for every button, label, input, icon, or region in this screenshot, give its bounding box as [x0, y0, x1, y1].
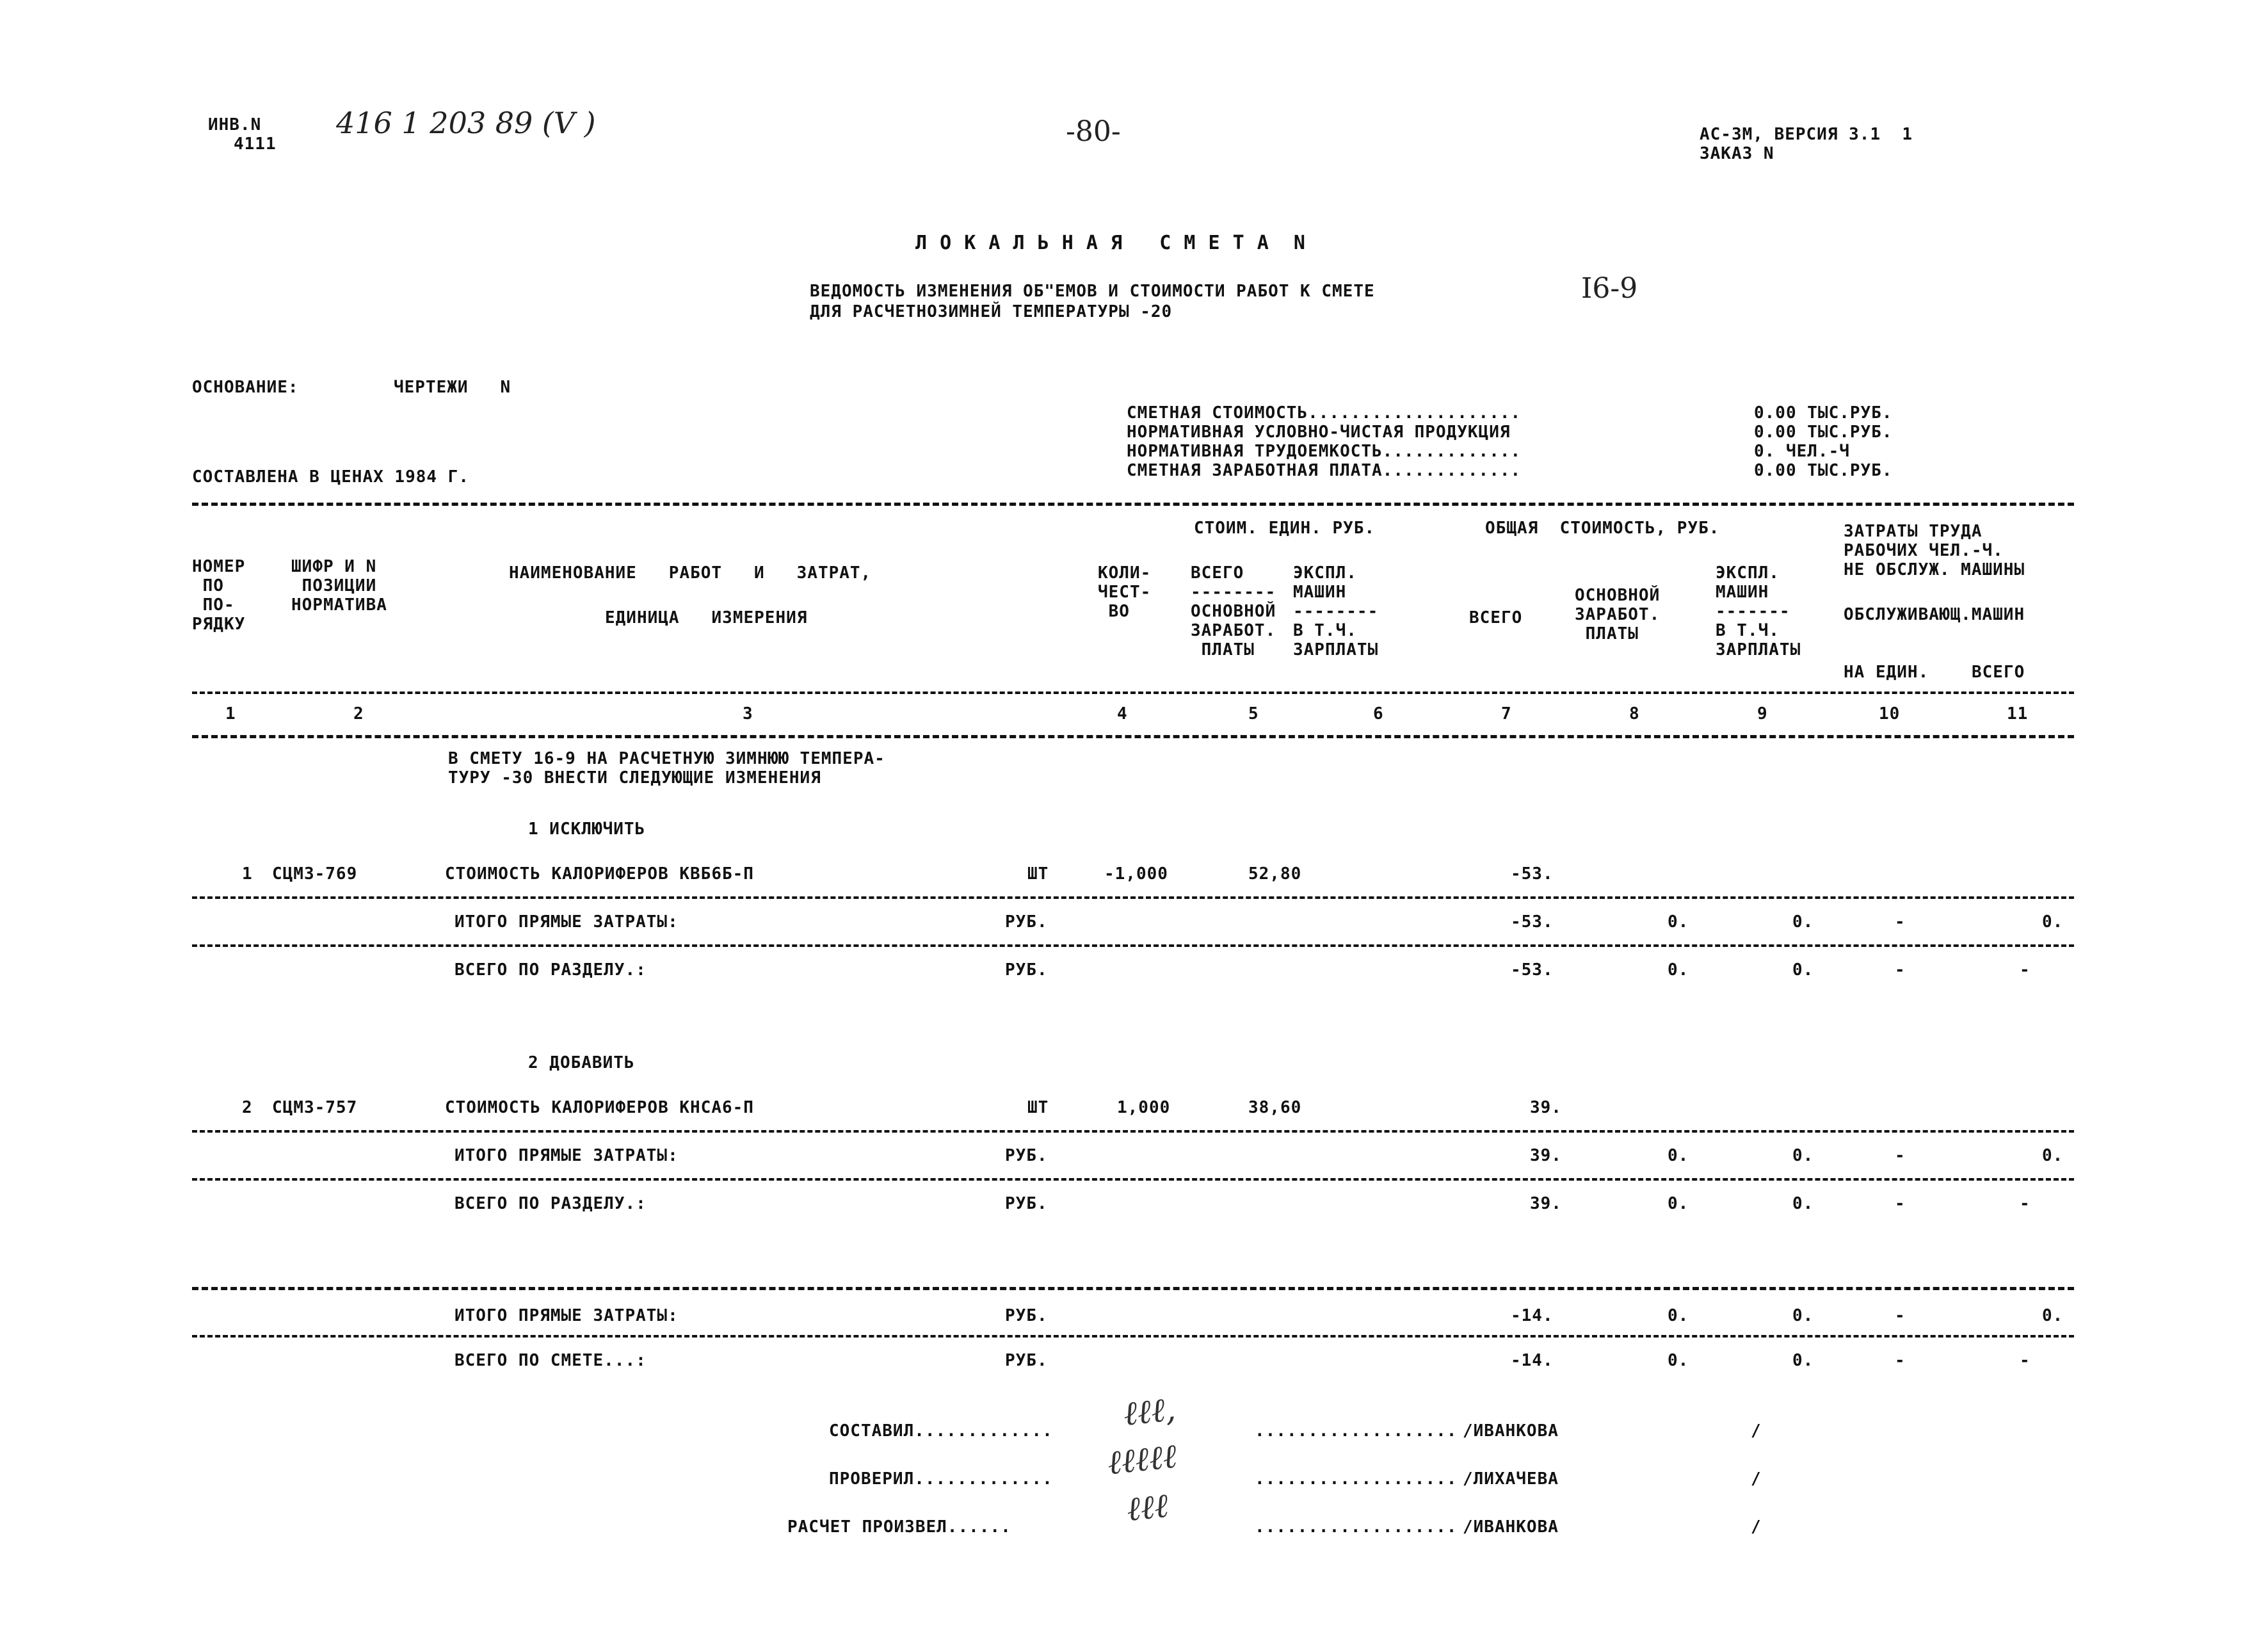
title-estimate-number: I6-9 [1581, 272, 1638, 305]
row-name: СТОИМОСТЬ КАЛОРИФЕРОВ КВБ6Б-П [445, 864, 754, 884]
section-total-c11: - [2020, 1194, 2031, 1213]
col-header-unit-machines: ЭКСПЛ. МАШИН -------- В Т.Ч. ЗАРПЛАТЫ [1293, 563, 1379, 659]
section-total-label: ВСЕГО ПО РАЗДЕЛУ.: [454, 960, 647, 980]
grand-total-c11: - [2020, 1351, 2031, 1370]
col-header-row-number: НОМЕР ПО ПО- РЯДКУ [192, 557, 246, 634]
section-total-unit: РУБ. [1005, 960, 1048, 980]
signature-role: ПРОВЕРИЛ............. [829, 1469, 1053, 1489]
prices-year: СОСТАВЛЕНА В ЦЕНАХ 1984 Г. [192, 467, 469, 487]
grand-direct-c11: 0. [2042, 1306, 2064, 1325]
col-header-unit-cost: СТОИМ. ЕДИН. РУБ. [1194, 519, 1376, 538]
handwritten-signature: ℓℓℓ [1125, 1486, 1170, 1530]
section-heading: 1 ИСКЛЮЧИТЬ [528, 820, 646, 839]
grand-top-rule [192, 1287, 2074, 1290]
signature-name: /ИВАНКОВА [1463, 1421, 1559, 1441]
signature-role: РАСЧЕТ ПРОИЗВЕЛ...... [787, 1517, 1011, 1537]
direct-costs-c10: - [1895, 1146, 1906, 1165]
grand-direct-c8: 0. [1668, 1306, 1689, 1325]
title-line-2: ДЛЯ РАСЧЕТНОЗИМНЕЙ ТЕМПЕРАТУРЫ -20 [810, 302, 1173, 321]
summary-value: 0.00 ТЫС.РУБ. [1754, 403, 1893, 423]
section-total-c8: 0. [1668, 1194, 1689, 1213]
grand-total-value: -14. [1511, 1351, 1554, 1370]
row-number: 2 [242, 1098, 253, 1117]
col-header-labor: ЗАТРАТЫ ТРУДА РАБОЧИХ ЧЕЛ.-Ч. НЕ ОБСЛУЖ. МАШИНЫ [1844, 522, 2025, 579]
grand-total-c9: 0. [1792, 1351, 1814, 1370]
row-quantity: -1,000 [1104, 864, 1168, 884]
row-rule [192, 896, 2074, 899]
header-rule [192, 691, 2074, 694]
summary-label: СМЕТНАЯ СТОИМОСТЬ.................... [1127, 403, 1522, 423]
section-total-c9: 0. [1792, 960, 1814, 980]
row-total: 39. [1530, 1098, 1562, 1117]
program-version: АС-ЗМ, ВЕРСИЯ 3.1 1 [1700, 125, 1913, 144]
direct-costs-c11: 0. [2042, 1146, 2064, 1165]
direct-costs-c10: - [1895, 912, 1906, 932]
inventory-label: ИНВ.N [208, 115, 262, 134]
section-total-label: ВСЕГО ПО РАЗДЕЛУ.: [454, 1194, 647, 1213]
row-number: 1 [242, 864, 253, 884]
signature-close: / [1751, 1517, 1762, 1537]
col-header-labor-service: ОБСЛУЖИВАЮЩ.МАШИН [1844, 605, 2025, 624]
col-header-unit: ЕДИНИЦА ИЗМЕРЕНИЯ [605, 608, 808, 627]
row-total: -53. [1511, 864, 1554, 884]
handwritten-signature: ℓℓℓ, [1122, 1389, 1178, 1434]
signature-name: /ИВАНКОВА [1463, 1517, 1559, 1537]
summary-value: 0.00 ТЫС.РУБ. [1754, 461, 1893, 480]
col-number: 2 [353, 704, 364, 723]
order-number: ЗАКАЗ N [1700, 144, 1774, 163]
summary-value: 0. ЧЕЛ.-Ч [1754, 442, 1850, 461]
section-total-c10: - [1895, 960, 1906, 980]
row-code: СЦМЗ-757 [272, 1098, 358, 1117]
table-top-rule [192, 503, 2074, 506]
page-number: -80- [1066, 115, 1121, 148]
direct-costs-label: ИТОГО ПРЯМЫЕ ЗАТРАТЫ: [454, 912, 679, 932]
row-unit: ШТ [1027, 864, 1049, 884]
inventory-number: 4111 [234, 134, 277, 154]
row-rule [192, 1178, 2074, 1181]
col-header-code: ШИФР И N ПОЗИЦИИ НОРМАТИВА [291, 557, 387, 615]
direct-costs-c9: 0. [1792, 912, 1814, 932]
page-title: Л О К А Л Ь Н А Я С М Е Т А N [915, 232, 1306, 254]
col-number: 5 [1248, 704, 1259, 723]
section-total-value: 39. [1530, 1194, 1562, 1213]
intro-text: В СМЕТУ 16-9 НА РАСЧЕТНУЮ ЗИМНЮЮ ТЕМПЕРА- ТУРУ -30 ВНЕСТИ СЛЕДУЮЩИЕ ИЗМЕНЕНИЯ [448, 749, 885, 788]
signature-dots: ................... [1255, 1421, 1458, 1441]
col-header-machines: ЭКСПЛ. МАШИН ------- В Т.Ч. ЗАРПЛАТЫ [1716, 563, 1801, 659]
row-unit: ШТ [1027, 1098, 1049, 1117]
col-number: 1 [225, 704, 236, 723]
row-quantity: 1,000 [1117, 1098, 1171, 1117]
section-total-value: -53. [1511, 960, 1554, 980]
col-header-total-cost: ОБЩАЯ СТОИМОСТЬ, РУБ. [1485, 519, 1720, 538]
summary-value: 0.00 ТЫС.РУБ. [1754, 423, 1893, 442]
signature-close: / [1751, 1469, 1762, 1489]
grand-direct-label: ИТОГО ПРЯМЫЕ ЗАТРАТЫ: [454, 1306, 679, 1325]
direct-costs-total: 39. [1530, 1146, 1562, 1165]
handwritten-code: 416 1 203 89 (V ) [336, 106, 596, 140]
row-rule [192, 1130, 2074, 1133]
summary-label: НОРМАТИВНАЯ ТРУДОЕМКОСТЬ............. [1127, 442, 1522, 461]
section-total-c10: - [1895, 1194, 1906, 1213]
grand-direct-total: -14. [1511, 1306, 1554, 1325]
col-number: 9 [1757, 704, 1768, 723]
signature-role: СОСТАВИЛ............. [829, 1421, 1053, 1441]
col-number: 10 [1879, 704, 1901, 723]
basis-value: ЧЕРТЕЖИ N [394, 378, 511, 397]
signature-dots: ................... [1255, 1469, 1458, 1489]
section-heading: 2 ДОБАВИТЬ [528, 1053, 635, 1072]
grand-mid-rule [192, 1335, 2074, 1338]
row-unit-price: 52,80 [1248, 864, 1302, 884]
col-header-total: ВСЕГО [1469, 608, 1523, 627]
col-number: 4 [1117, 704, 1128, 723]
direct-costs-c11: 0. [2042, 912, 2064, 932]
row-name: СТОИМОСТЬ КАЛОРИФЕРОВ КНСА6-П [445, 1098, 754, 1117]
signature-dots: ................... [1255, 1517, 1458, 1537]
col-header-base-pay: ОСНОВНОЙ ЗАРАБОТ. ПЛАТЫ [1575, 586, 1661, 643]
basis-label: ОСНОВАНИЕ: [192, 378, 299, 397]
direct-costs-label: ИТОГО ПРЯМЫЕ ЗАТРАТЫ: [454, 1146, 679, 1165]
section-total-c11: - [2020, 960, 2031, 980]
handwritten-signature: ℓℓℓℓℓ [1106, 1437, 1179, 1483]
section-total-c9: 0. [1792, 1194, 1814, 1213]
col-number: 8 [1629, 704, 1640, 723]
row-unit-price: 38,60 [1248, 1098, 1302, 1117]
summary-label: СМЕТНАЯ ЗАРАБОТНАЯ ПЛАТА............. [1127, 461, 1522, 480]
col-number: 6 [1373, 704, 1384, 723]
grand-total-c10: - [1895, 1351, 1906, 1370]
grand-direct-c10: - [1895, 1306, 1906, 1325]
col-header-name: НАИМЕНОВАНИЕ РАБОТ И ЗАТРАТ, [509, 563, 872, 583]
col-number: 3 [743, 704, 753, 723]
row-rule [192, 944, 2074, 947]
signature-close: / [1751, 1421, 1762, 1441]
col-header-labor-total: ВСЕГО [1972, 663, 2025, 682]
grand-total-label: ВСЕГО ПО СМЕТЕ...: [454, 1351, 647, 1370]
signature-name: /ЛИХАЧЕВА [1463, 1469, 1559, 1489]
direct-costs-c8: 0. [1668, 912, 1689, 932]
col-header-unit-total: ВСЕГО -------- ОСНОВНОЙ ЗАРАБОТ. ПЛАТЫ [1191, 563, 1276, 659]
col-header-per-unit: НА ЕДИН. [1844, 663, 1929, 682]
direct-costs-unit: РУБ. [1005, 1146, 1048, 1165]
col-number: 7 [1501, 704, 1512, 723]
direct-costs-c8: 0. [1668, 1146, 1689, 1165]
header-bottom-rule [192, 735, 2074, 738]
grand-direct-c9: 0. [1792, 1306, 1814, 1325]
grand-total-c8: 0. [1668, 1351, 1689, 1370]
title-line-1: ВЕДОМОСТЬ ИЗМЕНЕНИЯ ОБ"ЕМОВ И СТОИМОСТИ РАБОТ К СМЕТЕ [810, 282, 1375, 301]
grand-total-unit: РУБ. [1005, 1351, 1048, 1370]
grand-direct-unit: РУБ. [1005, 1306, 1048, 1325]
direct-costs-unit: РУБ. [1005, 912, 1048, 932]
col-number: 11 [2007, 704, 2029, 723]
summary-label: НОРМАТИВНАЯ УСЛОВНО-ЧИСТАЯ ПРОДУКЦИЯ [1127, 423, 1511, 442]
col-header-quantity: КОЛИ- ЧЕСТ- ВО [1098, 563, 1152, 621]
direct-costs-total: -53. [1511, 912, 1554, 932]
section-total-unit: РУБ. [1005, 1194, 1048, 1213]
direct-costs-c9: 0. [1792, 1146, 1814, 1165]
row-code: СЦМЗ-769 [272, 864, 358, 884]
section-total-c8: 0. [1668, 960, 1689, 980]
